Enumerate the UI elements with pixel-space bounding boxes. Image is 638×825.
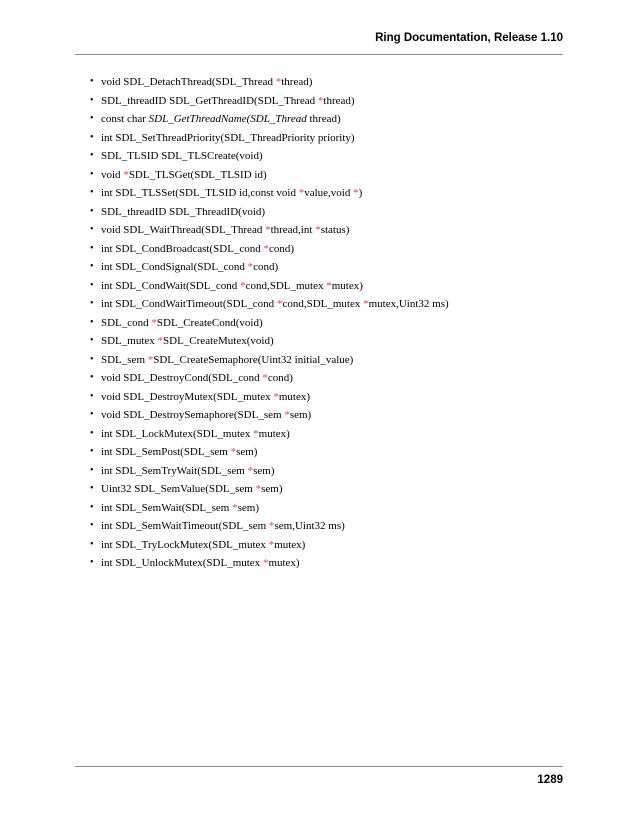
function-signature-text: void SDL_WaitThread(SDL_Thread [101, 224, 266, 236]
pointer-star: * [353, 187, 359, 199]
function-signature-text: sem) [236, 446, 258, 458]
function-signature-text: SDL_sem [101, 353, 148, 366]
pointer-star: * [157, 335, 164, 347]
list-item [75, 203, 563, 222]
list-item [75, 147, 563, 166]
function-signature-italic: SDL_GetThreadName(SDL_Thread [148, 113, 307, 125]
function-signature-text: cond) [267, 372, 293, 384]
bullet-icon: • [90, 242, 94, 254]
list-item [75, 258, 563, 277]
pointer-star: * [273, 390, 279, 403]
bullet-icon: • [90, 538, 94, 550]
list-item [75, 166, 563, 185]
pointer-star: * [151, 316, 157, 329]
list-item [75, 536, 563, 555]
function-signature-text: thread) [323, 94, 355, 107]
bullet-icon: • [90, 131, 94, 143]
function-signature-text: value,void [304, 187, 354, 199]
pointer-star: * [284, 409, 290, 421]
list-item [75, 184, 563, 203]
bullet-icon: • [90, 279, 94, 291]
list-item [75, 443, 563, 462]
function-list [75, 73, 563, 573]
pointer-star: * [315, 224, 321, 236]
function-signature-text: sem) [237, 501, 259, 514]
bullet-icon: • [90, 187, 94, 198]
function-signature-text: void SDL_DestroyMutex(SDL_mutex [101, 390, 274, 403]
pointer-star: * [240, 279, 246, 292]
bullet-icon: • [90, 520, 94, 531]
function-signature-text: mutex) [268, 557, 300, 569]
function-signature-text: sem,Uint32 ms) [274, 520, 345, 532]
pointer-star: * [123, 168, 129, 181]
list-item [75, 554, 563, 573]
function-signature-text: SDL_mutex [101, 335, 158, 347]
list-item [75, 462, 563, 481]
bullet-icon: • [90, 464, 94, 476]
list-item [75, 73, 563, 92]
function-signature-text: mutex) [274, 538, 306, 551]
bullet-icon: • [90, 316, 94, 328]
pointer-star: * [255, 483, 262, 495]
bullet-icon: • [90, 390, 94, 402]
function-signature-text: SDL_threadID SDL_ThreadID(void) [101, 205, 266, 218]
bullet-icon: • [90, 335, 94, 346]
function-signature-text: int SDL_CondBroadcast(SDL_cond [101, 242, 264, 255]
function-signature-text: status) [320, 224, 350, 236]
bullet-icon: • [90, 261, 94, 272]
function-signature-text: SDL_threadID SDL_GetThreadID(SDL_Thread [101, 94, 318, 107]
function-signature-text: Uint32 SDL_SemValue(SDL_sem [101, 483, 256, 495]
content-area [75, 73, 563, 573]
function-signature-text: cond) [269, 242, 295, 255]
pointer-star: * [326, 279, 332, 292]
bullet-icon: • [90, 168, 94, 180]
pointer-star: * [263, 242, 270, 255]
bullet-icon: • [90, 224, 94, 235]
bullet-icon: • [90, 94, 94, 106]
list-item [75, 129, 563, 148]
pointer-star: * [265, 224, 271, 236]
function-signature-text: const char [101, 113, 149, 125]
list-item [75, 314, 563, 333]
function-signature-text: int SDL_LockMutex(SDL_mutex [101, 427, 254, 440]
pointer-star: * [317, 94, 324, 107]
list-item [75, 499, 563, 518]
list-item [75, 369, 563, 388]
function-signature-text: void SDL_DestroySemaphore(SDL_sem [101, 409, 285, 421]
function-signature-text: sem) [253, 464, 275, 477]
function-signature-text: thread) [281, 76, 313, 88]
function-signature-text: void SDL_DestroyCond(SDL_cond [101, 372, 263, 384]
header-title: Ring Documentation, Release 1.10 [375, 32, 563, 44]
bullet-icon: • [90, 205, 94, 217]
function-signature-text: int SDL_SemWait(SDL_sem [101, 501, 233, 514]
bullet-icon: • [90, 446, 94, 457]
pointer-star: * [269, 520, 275, 532]
pointer-star: * [253, 427, 259, 440]
list-item [75, 110, 563, 129]
bullet-icon: • [90, 501, 94, 513]
bullet-icon: • [90, 372, 94, 383]
list-item [75, 351, 563, 370]
function-signature-text: void [101, 168, 124, 181]
bullet-icon: • [90, 353, 94, 365]
page-header [75, 30, 563, 55]
pointer-star: * [268, 538, 275, 551]
pointer-star: * [298, 187, 305, 199]
function-signature-text: mutex) [331, 279, 363, 292]
function-signature-text: SDL_CreateMutex(void) [163, 335, 274, 347]
function-signature-text: int SDL_SemTryWait(SDL_sem [101, 464, 248, 477]
function-signature-text: cond) [253, 261, 279, 273]
bullet-icon: • [90, 150, 94, 161]
function-signature-text: int SDL_SemPost(SDL_sem [101, 446, 231, 458]
list-item [75, 221, 563, 240]
pointer-star: * [232, 501, 238, 514]
list-item [75, 240, 563, 259]
function-signature-text: int SDL_UnlockMutex(SDL_mutex [101, 557, 263, 569]
page-footer [75, 766, 563, 786]
list-item [75, 517, 563, 536]
bullet-icon: • [90, 427, 94, 439]
pointer-star: * [247, 261, 254, 273]
list-item [75, 425, 563, 444]
function-signature-text: int SDL_TryLockMutex(SDL_mutex [101, 538, 269, 551]
list-item [75, 295, 563, 314]
function-signature-text: SDL_CreateCond(void) [156, 316, 263, 329]
function-signature-text: int SDL_CondWaitTimeout(SDL_cond [101, 298, 277, 310]
function-signature-text: cond,SDL_mutex [245, 279, 327, 292]
function-signature-text: int SDL_SetThreadPriority(SDL_ThreadPriority priority) [101, 131, 355, 144]
function-signature-text: sem) [289, 409, 312, 421]
list-item [75, 332, 563, 351]
list-item [75, 277, 563, 296]
bullet-icon: • [90, 76, 94, 87]
bullet-icon: • [90, 409, 94, 420]
function-signature-text: cond,SDL_mutex [282, 298, 364, 310]
list-item [75, 92, 563, 111]
pointer-star: * [147, 353, 154, 366]
function-signature-text: void SDL_DetachThread(SDL_Thread [101, 76, 276, 88]
function-signature-text: SDL_TLSGet(SDL_TLSID id) [128, 168, 267, 181]
function-signature-text: mutex,Uint32 ms) [368, 298, 449, 310]
function-signature-text: SDL_TLSID SDL_TLSCreate(void) [101, 150, 263, 162]
function-signature-text: SDL_cond [101, 316, 152, 329]
bullet-icon: • [90, 483, 94, 494]
list-item [75, 406, 563, 425]
pointer-star: * [275, 76, 282, 88]
pointer-star: * [276, 298, 283, 310]
bullet-icon: • [90, 298, 94, 309]
function-signature-text: thread) [306, 113, 341, 125]
pointer-star: * [247, 464, 254, 477]
pointer-star: * [262, 557, 269, 569]
pointer-star: * [262, 372, 268, 384]
function-signature-text: mutex) [258, 427, 290, 440]
pointer-star: * [363, 298, 369, 310]
function-signature-text: thread,int [270, 224, 316, 236]
function-signature-text: int SDL_CondWait(SDL_cond [101, 279, 241, 292]
list-item [75, 480, 563, 499]
function-signature-text: mutex) [278, 390, 310, 403]
function-signature-text: int SDL_CondSignal(SDL_cond [101, 261, 248, 273]
function-signature-text: SDL_CreateSemaphore(Uint32 initial_value) [153, 353, 354, 366]
function-signature-text: int SDL_TLSSet(SDL_TLSID id,const void [101, 187, 299, 199]
page-number: 1289 [537, 774, 563, 786]
function-signature-text: ) [358, 187, 363, 199]
list-item [75, 388, 563, 407]
pointer-star: * [230, 446, 237, 458]
bullet-icon: • [90, 557, 94, 568]
function-signature-text: int SDL_SemWaitTimeout(SDL_sem [101, 520, 269, 532]
function-signature-text: sem) [261, 483, 283, 495]
bullet-icon: • [90, 113, 94, 124]
